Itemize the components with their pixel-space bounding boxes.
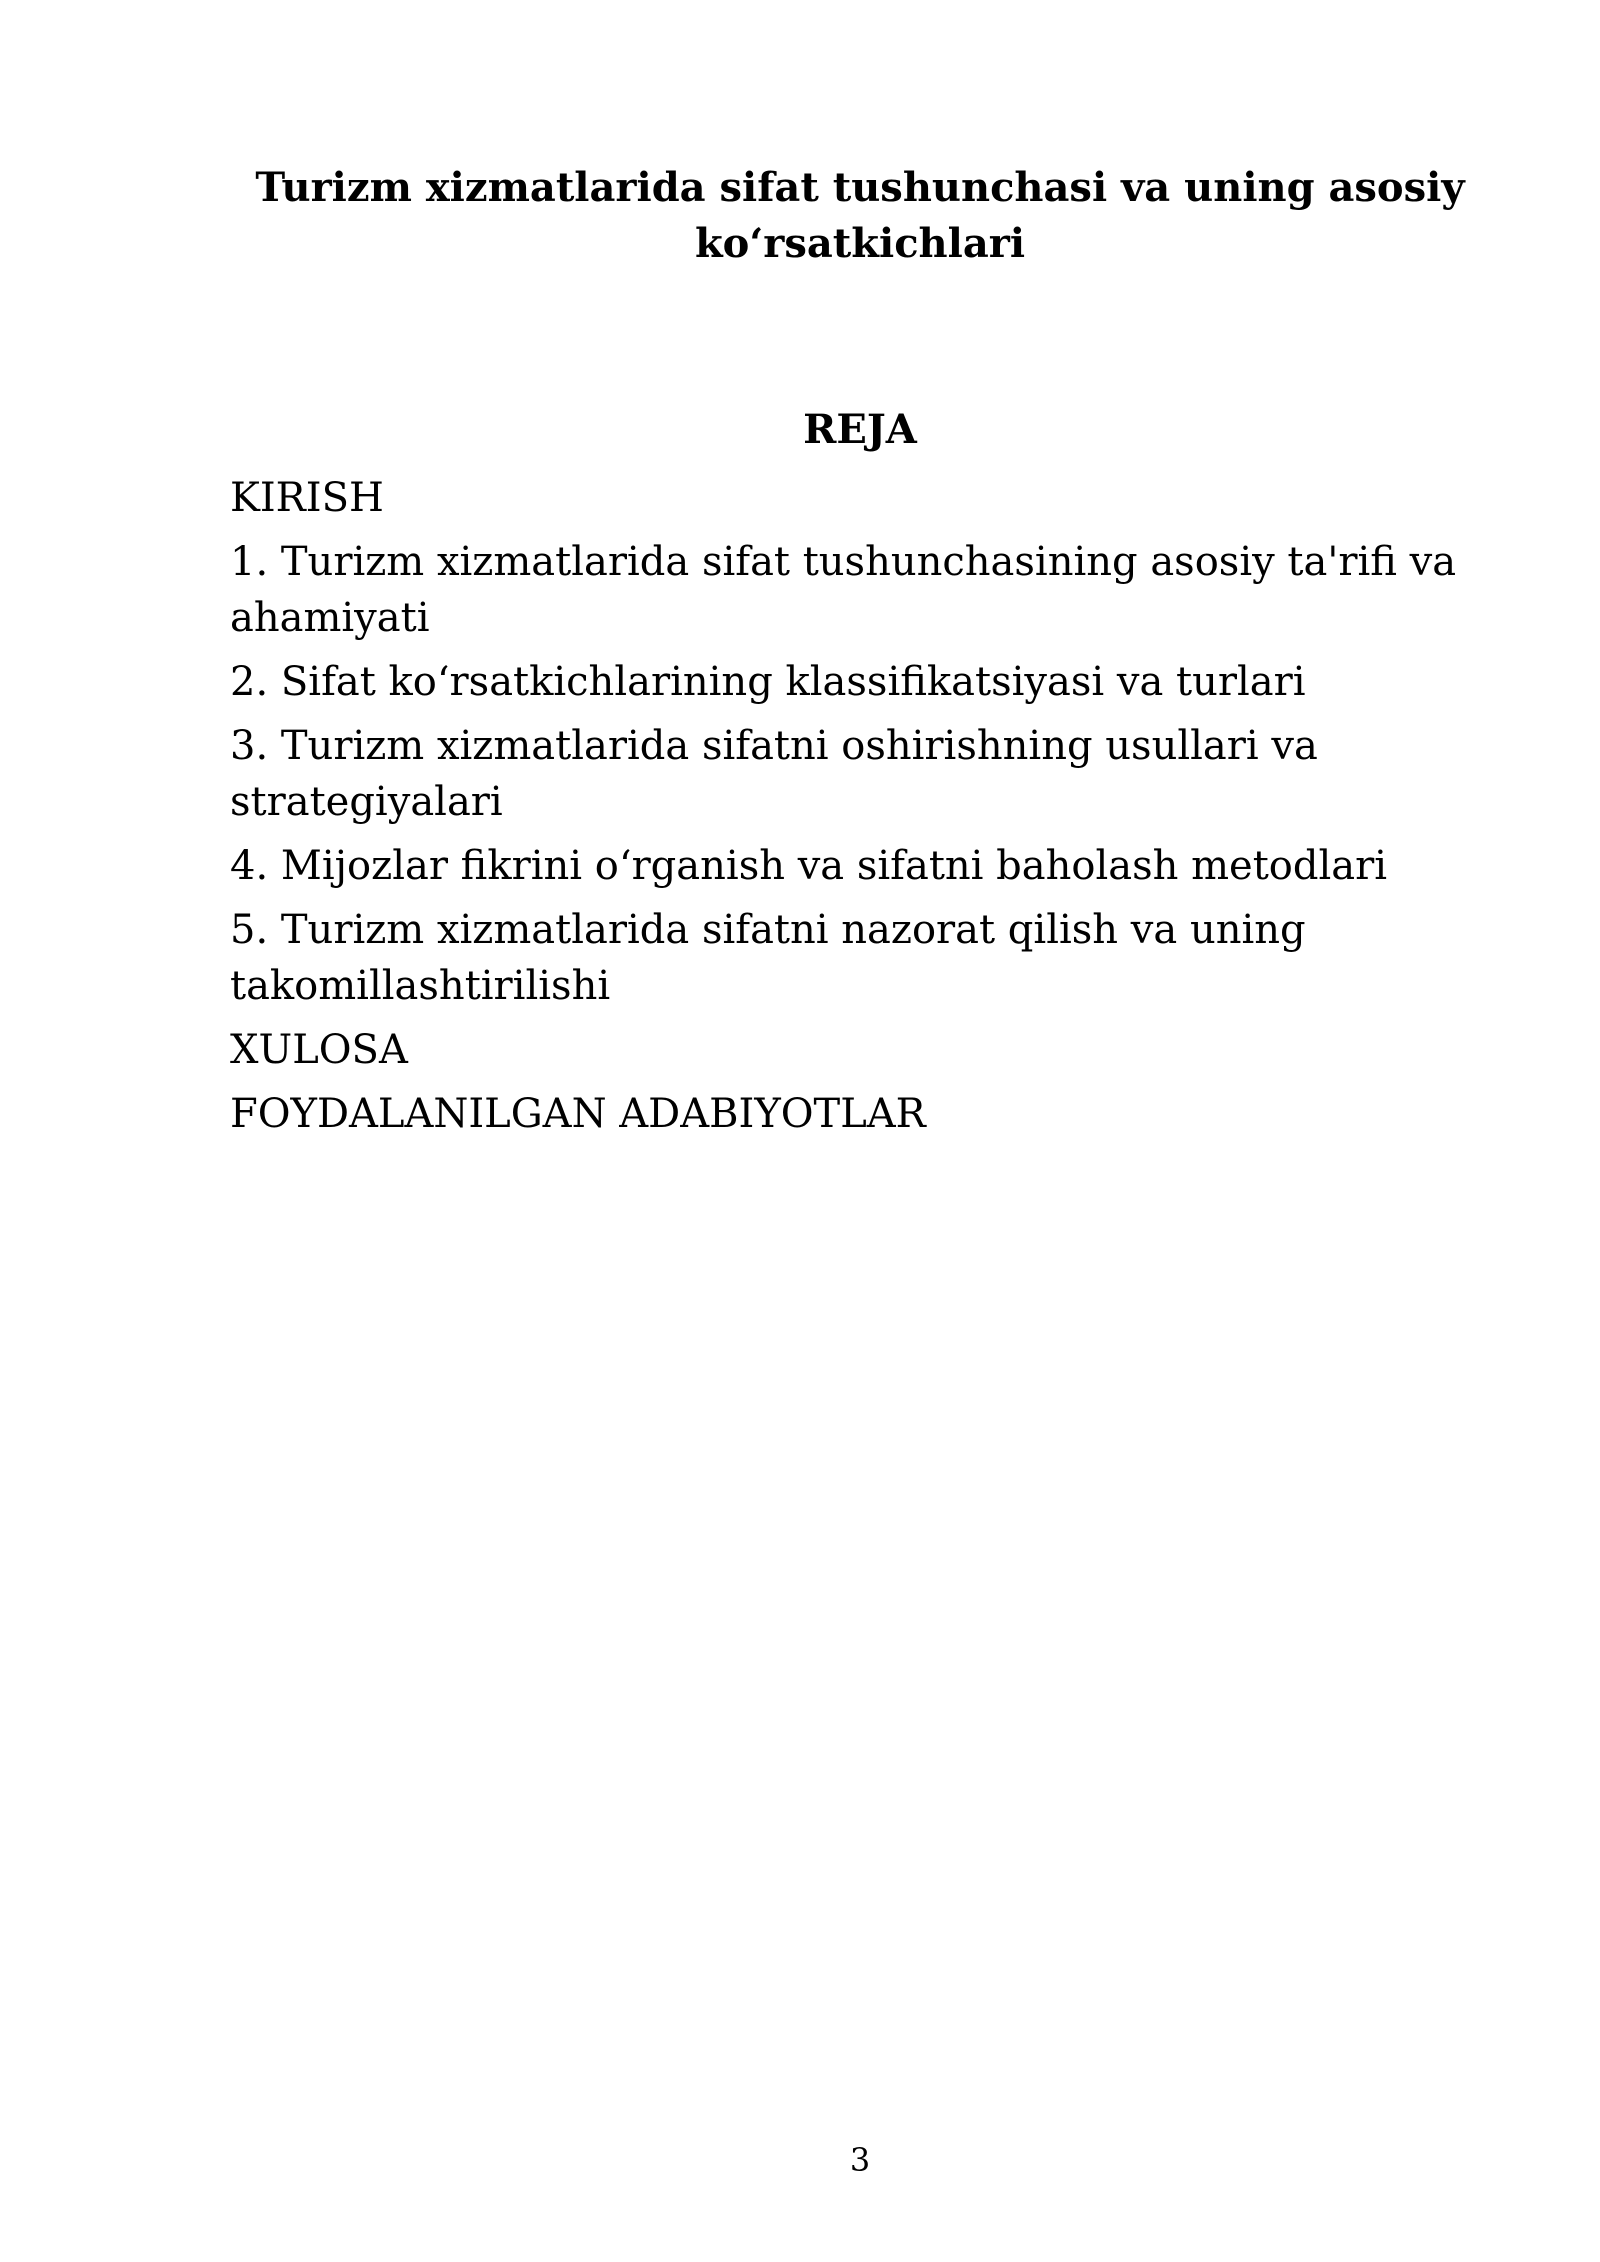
page-number: 3: [849, 2141, 871, 2179]
toc-item-5: 5. Turizm xizmatlarida sifatni nazorat qilish va uning takomillashtirilishi: [230, 907, 1306, 1009]
document-title: [230, 160, 1490, 272]
plan-heading: REJA: [803, 406, 917, 453]
toc-item-1: 1. Turizm xizmatlarida sifat tushunchasining asosiy ta'rifi va ahamiyati: [230, 539, 1457, 641]
toc-item-references: FOYDALANILGAN ADABIYOTLAR: [230, 1091, 926, 1137]
table-of-contents: [230, 470, 1470, 1150]
toc-item-2: 2. Sifat koʻrsatkichlarining klassifikatsiyasi va turlari: [230, 659, 1306, 705]
toc-item-introduction: KIRISH: [230, 475, 384, 521]
toc-item-conclusion: XULOSA: [230, 1027, 408, 1073]
toc-item-3: 3. Turizm xizmatlarida sifatni oshirishning usullari va strategiyalari: [230, 723, 1318, 825]
document-title-line-1: Turizm xizmatlarida sifat tushunchasi va uning asosiy: [255, 164, 1465, 211]
toc-item-4: 4. Mijozlar fikrini oʻrganish va sifatni baholash metodlari: [230, 843, 1388, 889]
document-title-line-2: koʻrsatkichlari: [694, 220, 1026, 267]
